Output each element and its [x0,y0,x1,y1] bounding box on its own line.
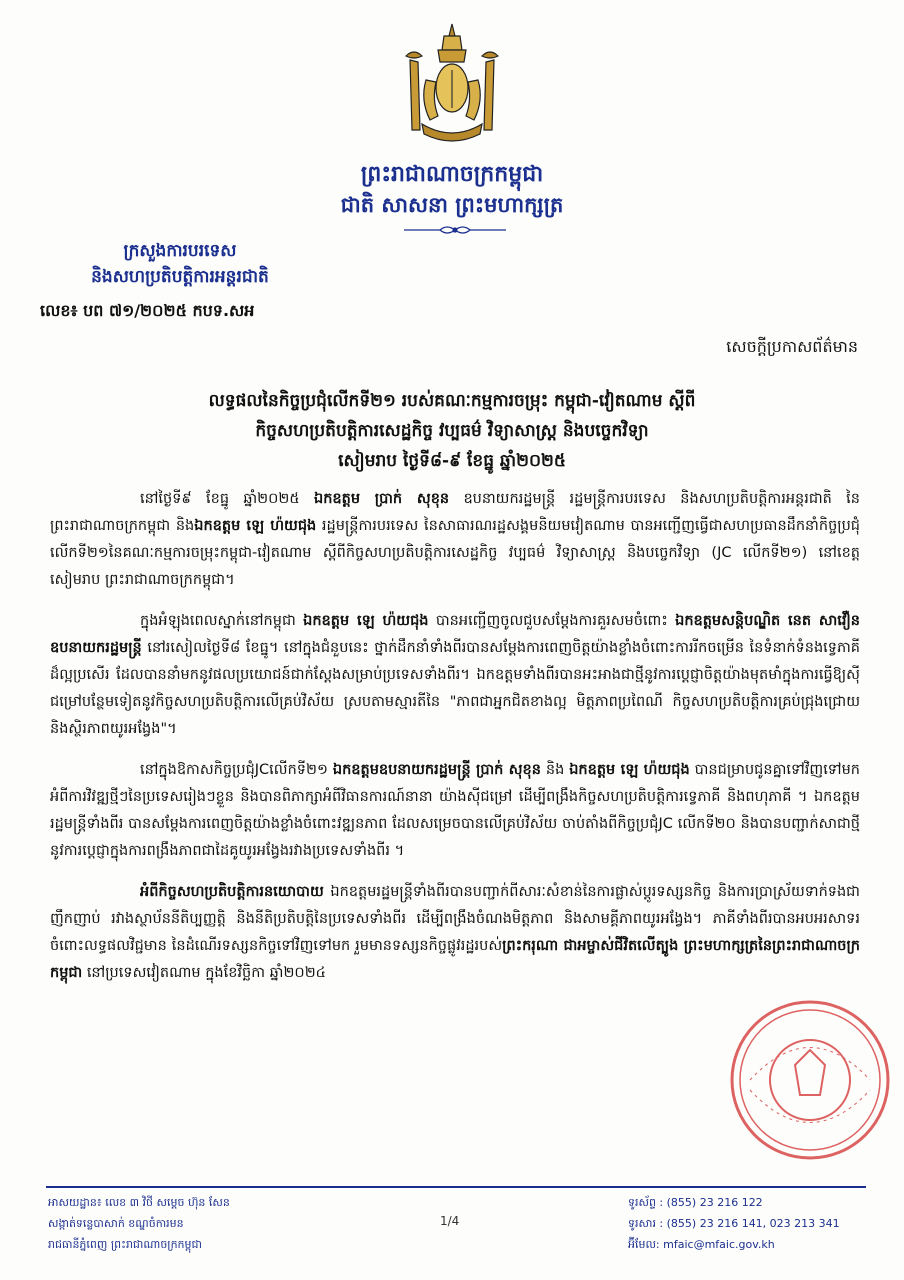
p3-bold-b: ឯកឧត្តមឧបនាយករដ្ឋមន្ត្រី ប្រាក់ សុខុន [332,762,541,778]
ornament-divider-icon [400,223,510,237]
p2-text-c: បានអញ្ជើញចូលជួបសម្តែងការគួរសមចំពោះ [428,613,676,629]
p4-bold-c: ព្រះករុណា ជាអម្ចាស់ជីវិតលើត្បូង ព្រះមហាក្សត្រនៃព្រះរាជាណាចក្រកម្ពុជា [50,938,860,981]
p3-text-e: បានជម្រាបជូនគ្នាទៅវិញទៅមកអំពីការវិវឌ្ឍថ្មីៗនៃប្រទេសរៀងៗខ្លួន និងបានពិភាក្សាអំពីវិធានការណ៍នានា យ៉ាងស៊ីជម្រៅ ដើម្បីពង្រឹងកិច្ចសហប្រតិបត្តិការទ្វេភាគី និងពហុភាគី ។ ឯកឧត្តម រដ្ឋមន្ត្រីទាំងពីរ បានសម្តែងការពេញចិត្តយ៉ាងខ្លាំងចំពោះវឌ្ឍនភាព ដែលសម្រេចបានលើគ្រប់វិស័យ ចាប់តាំងពីកិច្ចប្រជុំJC លើកទី២០ និងបានបញ្ជាក់សាជាថ្មីនូវការប្តេជ្ញាក្នុងការពង្រឹងភាពជាដៃគូយូរអង្វែងរវាងប្រទេសទាំងពីរ ។ [50,762,861,859]
national-motto: ជាតិ សាសនា ព្រះមហាក្សត្រ [340,193,564,217]
footer-address-line2: សង្កាត់ទន្លេបាសាក់ ខណ្ឌចំការមន [48,1217,184,1230]
p3-bold-d: ឯកឧត្តម ឡេ ហ៉យជុង [569,762,690,778]
document-type: សេចក្តីប្រកាសព័ត៌មាន [726,337,858,356]
document-body [50,486,860,1001]
p4-text-d: នៅប្រទេសវៀតណាម ក្នុងខែវិច្ឆិកា ឆ្នាំ២០២៤ [82,965,326,981]
p3-text-c: និង [540,762,570,778]
official-seal-icon [725,995,895,1165]
paragraph-3 [50,757,860,865]
p2-bold-d: ឯកឧត្តមសន្តិបណ្ឌិត នេត សាវឿន ឧបនាយករដ្ឋមន្ត្រី [50,613,861,656]
p1-text-e: រដ្ឋមន្ត្រីការបរទេស នៃសាធារណរដ្ឋសង្គមនិយមវៀតណាម បានអញ្ជើញធ្វើជាសហប្រធានដឹកនាំកិច្ចប្រជុំលើកទី២១នៃគណៈកម្មការចម្រុះកម្ពុជា-វៀតណាម ស្តីពីកិច្ចសហប្រតិបត្តិការសេដ្ឋកិច្ច វប្បធម៌ វិទ្យាសាស្ត្រ និងបច្ចេកវិទ្យា (JC លើកទី២១) នៅខេត្តសៀមរាប ព្រះរាជាណាចក្រកម្ពុជា។ [50,518,860,588]
footer-fax: ទូរសារ : (855) 23 216 141, 023 213 341 [628,1217,840,1230]
p4-text-b: ឯកឧត្តមរដ្ឋមន្ត្រីទាំងពីរបានបញ្ជាក់ពីសារៈសំខាន់នៃការផ្លាស់ប្តូរទស្សនកិច្ច និងការប្រាស្រ័យទាក់ទងជាញឹកញាប់ រវាងស្ថាប័ននីតិប្បញ្ញត្តិ និងនីតិប្រតិបត្តិនៃប្រទេសទាំងពីរ ដើម្បីពង្រឹងចំណងមិត្តភាព និងសាមគ្គីភាពយូរអង្វែង។ ភាគីទាំងពីរបានអបអរសាទរចំពោះលទ្ធផលវិជ្ជមាន នៃដំណើរទស្សនកិច្ចទៅវិញទៅមក រួមមានទស្សនកិច្ចផ្លូវរដ្ឋរបស់ [50,884,860,954]
document-title-line1: លទ្ធផលនៃកិច្ចប្រជុំលើកទី២១ របស់គណៈកម្មការចម្រុះ កម្ពុជា-វៀតណាម ស្តីពី [208,391,696,411]
p2-bold-b: ឯកឧត្តម ឡេ ហ៉យជុង [303,613,429,629]
p2-text-e: នៅរសៀលថ្ងៃទី៨ ខែធ្នូ។ នៅក្នុងជំនួបនេះ ថ្នាក់ដឹកនាំទាំងពីរបានសម្តែងការពេញចិត្តយ៉ាងខ្លាំងចំពោះការរីកចម្រើន នៃទំនាក់ទំនងទ្វេភាគីដ៏ល្អប្រសើរ ដែលបាននាំមកនូវផលប្រយោជន៍ជាក់ស្តែងសម្រាប់ប្រទេសទាំងពីរ។ ឯកឧត្តមទាំងពីរបានអះអាងជាថ្មីនូវការប្តេជ្ញាចិត្តយ៉ាងមុតមាំក្នុងការធ្វើឱ្យស៊ីជម្រៅបន្ថែមទៀតនូវកិច្ចសហប្រតិបត្តិការលើគ្រប់វិស័យ ស្របតាមស្មារតីនៃ "ភាពជាអ្នកជិតខាងល្អ មិត្តភាពប្រពៃណី កិច្ចសហប្រតិបត្តិការគ្រប់ជ្រុងជ្រោយ និងស្ថិរភាពយូរអង្វែង"។ [50,640,860,737]
paragraph-4 [50,879,860,987]
p1-bold-d: ឯកឧត្តម ឡេ ហ៉យជុង [194,518,317,534]
footer-address-line1: អាសយដ្ឋាន៖ លេខ ៣ វិថី សម្តេច ហ៊ុន សែន [48,1196,230,1209]
footer-email[interactable]: អ៊ីមែល: mfaic@mfaic.gov.kh [628,1238,775,1251]
p1-bold-b: ឯកឧត្តម ប្រាក់ សុខុន [314,491,450,507]
document-title-line2: កិច្ចសហប្រតិបត្តិការសេដ្ឋកិច្ច វប្បធម៌ វិទ្យាសាស្ត្រ និងបច្ចេកវិទ្យា [255,421,649,441]
p3-text-a: នៅក្នុងឱកាសកិច្ចប្រជុំJCលើកទី២១ [140,762,333,778]
p1-text-a: នៅថ្ងៃទី៩ ខែធ្នូ ឆ្នាំ២០២៥ [140,491,314,507]
ministry-name: ក្រសួងការបរទេស [123,241,237,261]
document-title-line3: សៀមរាប ថ្ងៃទី៨-៩ ខែធ្នូ ឆ្នាំ២០២៥ [338,451,566,471]
paragraph-1 [50,486,860,594]
p1-text-c: ឧបនាយករដ្ឋមន្ត្រី រដ្ឋមន្ត្រីការបរទេស និងសហប្រតិបត្តិការអន្តរជាតិ នៃព្រះរាជាណាចក្រកម្ពុជា និង [50,491,860,534]
reference-number: លេខ៖ បព ៧១/២០២៥ កបទ.សអ [40,301,255,320]
royal-emblem-icon [392,20,512,150]
p2-text-a: ក្នុងអំឡុងពេលស្នាក់នៅកម្ពុជា [140,613,304,629]
kingdom-title: ព្រះរាជាណាចក្រកម្ពុជា [360,162,544,187]
footer-address-line3: រាជធានីភ្នំពេញ ព្រះរាជាណាចក្រកម្ពុជា [48,1238,202,1251]
ministry-name-sub: និងសហប្រតិបត្តិការអន្តរជាតិ [91,267,269,287]
p4-bold-a: អំពីកិច្ចសហប្រតិបត្តិការនយោបាយ [140,884,324,900]
footer-divider [46,1186,866,1188]
footer-telephone: ទូរស័ព្ទ : (855) 23 216 122 [628,1196,763,1209]
paragraph-2 [50,608,860,743]
page-number: 1/4 [440,1214,460,1228]
